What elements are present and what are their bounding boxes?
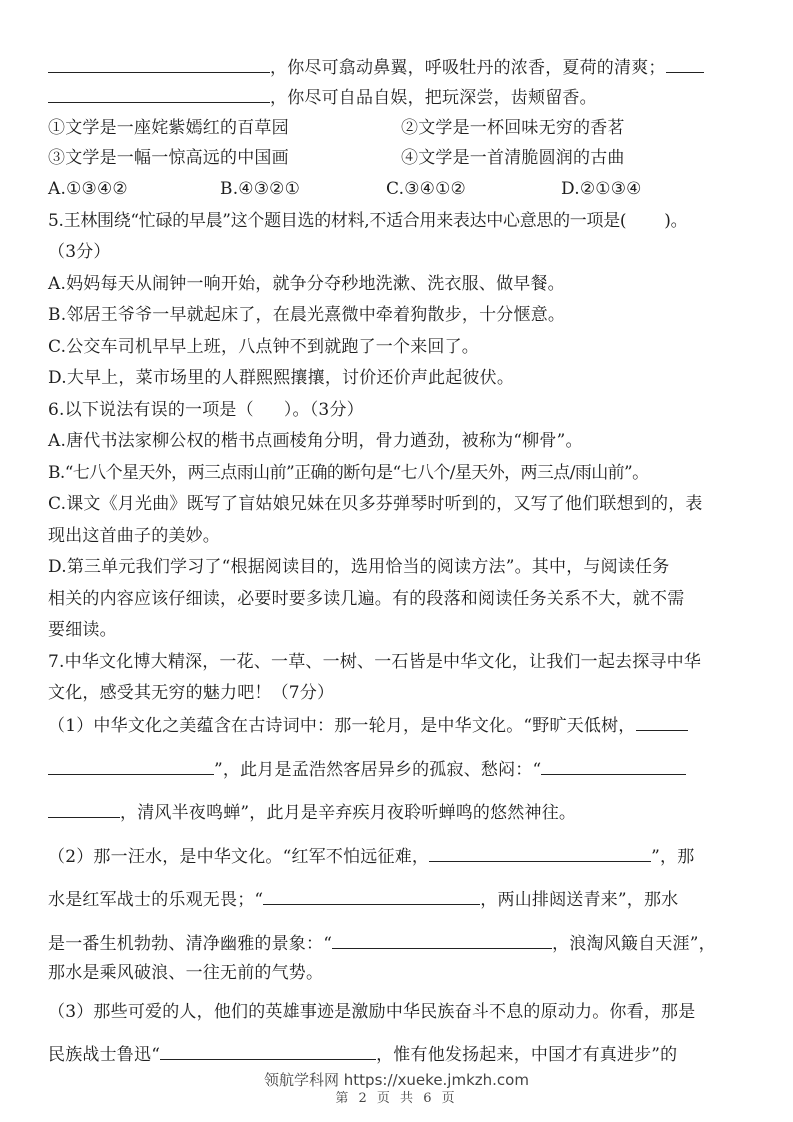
q7-part1-line2 xyxy=(48,758,745,781)
q5-option-c: C.公交车司机早早上班，八点钟不到就跑了一个来回了。 xyxy=(48,337,480,357)
q7-p2-text3: 是一番生机勃勃、清净幽雅的景象：“ xyxy=(48,934,333,954)
page-number: 第 2 页 共 6 页 xyxy=(335,1091,458,1106)
q7-p1-text2: ”，此月是孟浩然客居异乡的孤寂、愁闷：“ xyxy=(214,760,542,780)
answer-blank xyxy=(636,714,688,731)
answer-blank xyxy=(48,801,120,818)
q6-stem-end: ）。（3分） xyxy=(283,400,364,420)
answer-blank xyxy=(332,932,552,949)
q4-line1-text: ，你尽可翕动鼻翼，呼吸牡丹的浓香，夏荷的清爽； xyxy=(270,58,666,78)
q7-p2-text-end: ”，那 xyxy=(651,847,695,867)
q7-part3-line2 xyxy=(48,1043,745,1066)
q4-line2-text: ，你尽可自品自娱，把玩深尝，齿颊留香。 xyxy=(270,88,597,108)
answer-blank xyxy=(48,86,270,103)
q7-p3-text-end: ，惟有他发扬起来，中国才有真进步”的 xyxy=(376,1045,678,1065)
q7-part3-line1: （3）那些可爱的人，他们的英雄事迹是激励中华民族奋斗不息的原动力。你看，那是 xyxy=(48,1002,696,1022)
q7-p2-text2-end: ，两山排闼送青来”，那水 xyxy=(480,890,679,910)
q7-p2-text: （2）那一汪水，是中华文化。“红军不怕远征难， xyxy=(48,847,430,867)
answer-blank xyxy=(160,1043,376,1060)
q4-choice-a: A.①③④② xyxy=(48,179,128,199)
q5-option-b: B.邻居王爷爷一早就起床了，在晨光熹微中牵着狗散步，十分惬意。 xyxy=(48,305,566,325)
q7-part2-line3 xyxy=(48,932,745,955)
q5-stem-end: )。 xyxy=(664,211,688,231)
q6-option-d: D.第三单元我们学习了“根据阅读目的，选用恰当的阅读方法”。其中，与阅读任务 xyxy=(48,557,670,577)
q4-choice-c: C.③④①② xyxy=(386,179,466,199)
q5-score: （3分） xyxy=(48,242,111,262)
q7-p3-text: 民族战士鲁迅“ xyxy=(48,1045,161,1065)
q6-option-a: A.唐代书法家柳公权的楷书点画棱角分明，骨力遒劲，被称为“柳骨”。 xyxy=(48,431,583,451)
q4-item-1: ①文学是一座姹紫嫣红的百草园 xyxy=(48,118,289,138)
q6-option-c-cont: 现出这首曲子的美妙。 xyxy=(48,526,220,546)
q6-stem xyxy=(48,399,745,421)
q5-option-d: D.大早上，菜市场里的人群熙熙攘攘，讨价还价声此起彼伏。 xyxy=(48,368,515,388)
q4-item-4: ④文学是一首清脆圆润的古曲 xyxy=(401,148,625,168)
q7-part2-line2 xyxy=(48,888,745,911)
q6-option-d-cont: 相关的内容应该仔细读，必要时要多读几遍。有的段落和阅读任务关系不大，就不需 xyxy=(48,589,685,609)
q4-item-3: ③文学是一幅一惊高远的中国画 xyxy=(48,148,289,168)
q5-option-a: A.妈妈每天从闹钟一响开始，就争分夺秒地洗漱、洗衣服、做早餐。 xyxy=(48,274,565,294)
q7-part2-line4: 那水是乘风破浪、一往无前的气势。 xyxy=(48,963,324,983)
q4-line-2 xyxy=(48,86,745,109)
q4-items-row-1 xyxy=(48,117,745,139)
q7-p2-text3-end: ，浪淘风簸自天涯”， xyxy=(552,934,716,954)
q7-p1-text: （1）中华文化之美蕴含在古诗词中：那一轮月，是中华文化。“野旷天低树， xyxy=(48,716,636,736)
q4-choice-d: D.②①③④ xyxy=(561,179,642,199)
q7-stem-2: 文化，感受其无穷的魅力吧！（7分） xyxy=(48,683,335,703)
q4-items-row-2 xyxy=(48,147,745,169)
q5-stem xyxy=(48,210,745,232)
answer-blank xyxy=(48,56,270,73)
q7-part1-line3 xyxy=(48,801,745,824)
answer-blank xyxy=(541,758,686,775)
answer-blank xyxy=(263,888,480,905)
q7-stem-1: 7.中华文化博大精深，一花、一草、一树、一石皆是中华文化，让我们一起去探寻中华 xyxy=(48,652,702,672)
q7-part1-line1 xyxy=(48,714,745,737)
footer-site: 领航学科网 https://xueke.jmkzh.com xyxy=(264,1071,529,1089)
q6-option-d-cont2: 要细读。 xyxy=(48,620,117,640)
answer-blank xyxy=(666,56,704,73)
q7-part2-line1 xyxy=(48,845,745,868)
q4-line-1 xyxy=(48,56,745,79)
answer-blank xyxy=(48,758,214,775)
q5-stem-text: 5.王林围绕“忙碌的早晨”这个题目选的材料,不适合用来表达中心意思的一项是( xyxy=(48,211,627,231)
q4-item-2: ②文学是一杯回味无穷的香茗 xyxy=(401,118,625,138)
q7-p2-text2: 水是红军战士的乐观无畏；“ xyxy=(48,890,264,910)
answer-blank xyxy=(429,845,651,862)
q6-stem-text: 6.以下说法有误的一项是（ xyxy=(48,400,254,420)
q7-p1-text3: ，清风半夜鸣蝉”，此月是辛弃疾月夜聆听蝉鸣的悠然神往。 xyxy=(120,803,577,823)
q6-option-b: B.“七八个星天外，两三点雨山前”正确的断句是“七八个/星天外，两三点/雨山前”。 xyxy=(48,463,649,483)
q4-choice-b: B.④③②① xyxy=(220,179,301,199)
q6-option-c: C.课文《月光曲》既写了盲姑娘兄妹在贝多芬弹琴时听到的，又写了他们联想到的，表 xyxy=(48,494,703,514)
